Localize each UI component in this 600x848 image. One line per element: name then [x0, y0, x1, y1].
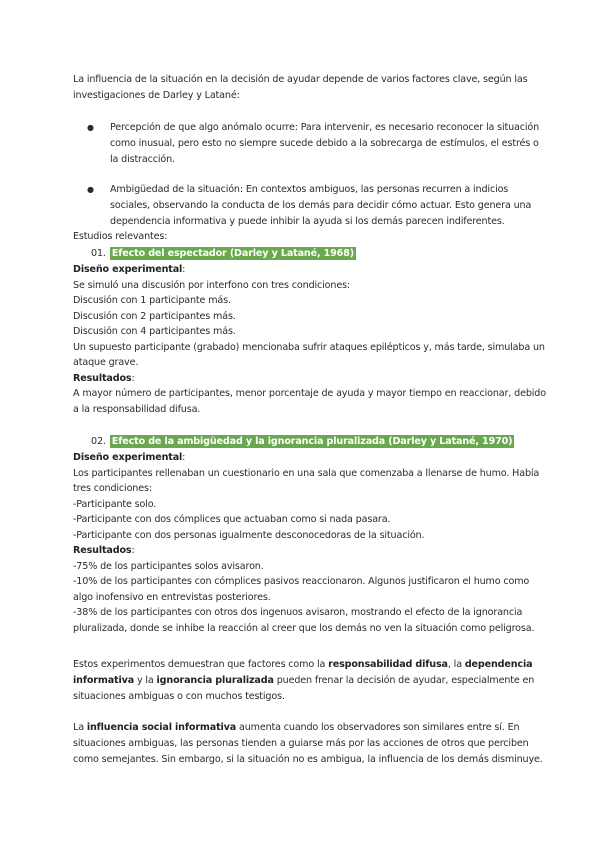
bullet-item: [87, 182, 532, 230]
colon: :: [182, 452, 186, 463]
text-line: Estudios relevantes:: [73, 231, 168, 242]
text-line: investigaciones de Darley y Latané:: [73, 89, 240, 101]
design-heading: Diseño experimental: [73, 452, 183, 463]
text-line: Percepción de que algo anómalo ocurre: Para intervenir, es necesario reconocer la situación: [110, 122, 540, 133]
text-span: , la: [447, 659, 465, 670]
text-line: -10% de los participantes con cómplices pasivos reaccionaron. Algunos justificaron el humo como: [73, 576, 530, 587]
text-span: pueden frenar la decisión de ayudar, especialmente en: [273, 675, 535, 686]
text-line: -75% de los participantes solos avisaron.: [73, 560, 264, 572]
results-heading: Resultados: [73, 372, 132, 384]
bullet-item: [87, 120, 540, 168]
colon: :: [131, 545, 135, 556]
text-line: como inusual, pero esto no siempre sucede debido a la sobrecarga de estímulos, el estrés o: [110, 138, 539, 149]
text-line: La influencia de la situación en la decisión de ayudar depende de varios factores clave, según las: [73, 74, 528, 85]
study-1-heading: [91, 246, 356, 261]
text-line: sociales, observando la conducta de los demás para decidir cómo actuar. Esto genera una: [110, 200, 532, 211]
study-2-title: Efecto de la ambigüedad y la ignorancia pluralizada (Darley y Latané, 1970): [111, 436, 513, 447]
text-line: -Participante solo.: [73, 498, 157, 510]
study-2-number: 02.: [91, 436, 106, 447]
bullet-icon: ●: [87, 185, 94, 194]
intro-paragraph: [73, 72, 528, 103]
text-line: Discusión con 1 participante más.: [73, 295, 231, 306]
bullet-icon: ●: [87, 123, 94, 132]
text-line: -38% de los participantes con otros dos ingenuos avisaron, mostrando el efecto de la ignorancia: [73, 607, 523, 618]
text-line: tres condiciones:: [73, 483, 152, 494]
bold-term: ignorancia pluralizada: [156, 675, 274, 686]
text-span: La: [73, 722, 87, 733]
text-line: la distracción.: [110, 154, 175, 165]
study-2-heading: [91, 434, 514, 449]
text-line: Discusión con 2 participantes más.: [73, 310, 236, 322]
text-line: Los participantes rellenaban un cuestionario en una sala que comenzaba a llenarse de humo. Había: [73, 467, 540, 479]
design-heading: Diseño experimental: [73, 264, 183, 275]
colon: :: [131, 372, 135, 384]
text-line: Se simuló una discusión por interfono con tres condiciones:: [73, 279, 351, 291]
results-heading: Resultados: [73, 545, 132, 556]
text-line: Ambigüedad de la situación: En contextos ambiguos, las personas recurren a indicios: [110, 184, 509, 195]
text-line: -Participante con dos cómplices que actuaban como si nada pasara.: [73, 514, 391, 525]
study-1-body: [73, 262, 546, 417]
text-line: algo inofensivo en entrevistas posteriores.: [73, 591, 271, 603]
study-2-body: [73, 450, 540, 636]
text-line: situaciones ambiguas, las personas tienden a guiarse más por las acciones de otros que perciben: [73, 738, 529, 749]
text-span: y la: [134, 675, 157, 686]
text-line: como semejantes. Sin embargo, si la situación no es ambigua, la influencia de los demás disminuye.: [73, 754, 543, 765]
colon: :: [182, 264, 186, 275]
text-line: ataque grave.: [73, 357, 139, 368]
conclusion-paragraph: [73, 657, 535, 705]
text-line: dependencia informativa y puede inhibir la ayuda si los demás parecen indiferentes.: [110, 216, 505, 227]
final-paragraph: [73, 720, 543, 768]
study-1-number: 01.: [91, 248, 106, 259]
bold-term: informativa: [73, 675, 135, 686]
study-1-title: Efecto del espectador (Darley y Latané, 1968): [111, 248, 354, 259]
text-line: A mayor número de participantes, menor porcentaje de ayuda y mayor tiempo en reaccionar, debido: [73, 388, 546, 399]
text-line: situaciones ambiguas o con muchos testigos.: [73, 691, 285, 702]
text-span: Estos experimentos demuestran que factores como la: [73, 659, 329, 670]
text-span: aumenta cuando los observadores son similares entre sí. En: [236, 722, 520, 733]
text-line: a la responsabilidad difusa.: [73, 403, 201, 415]
text-line: Discusión con 4 participantes más.: [73, 326, 236, 337]
text-line: -Participante con dos personas igualmente desconocedoras de la situación.: [73, 529, 425, 541]
bold-term: influencia social informativa: [86, 722, 237, 733]
bold-term: responsabilidad difusa: [328, 659, 448, 670]
text-line: Un supuesto participante (grabado) mencionaba sufrir ataques epilépticos y, más tarde, simulaba un: [73, 341, 545, 353]
text-line: pluralizada, donde se inhibe la reacción al creer que los demás no ven la situación como peligrosa.: [73, 622, 535, 634]
studies-label: [73, 229, 528, 245]
bold-term: dependencia: [464, 659, 533, 670]
